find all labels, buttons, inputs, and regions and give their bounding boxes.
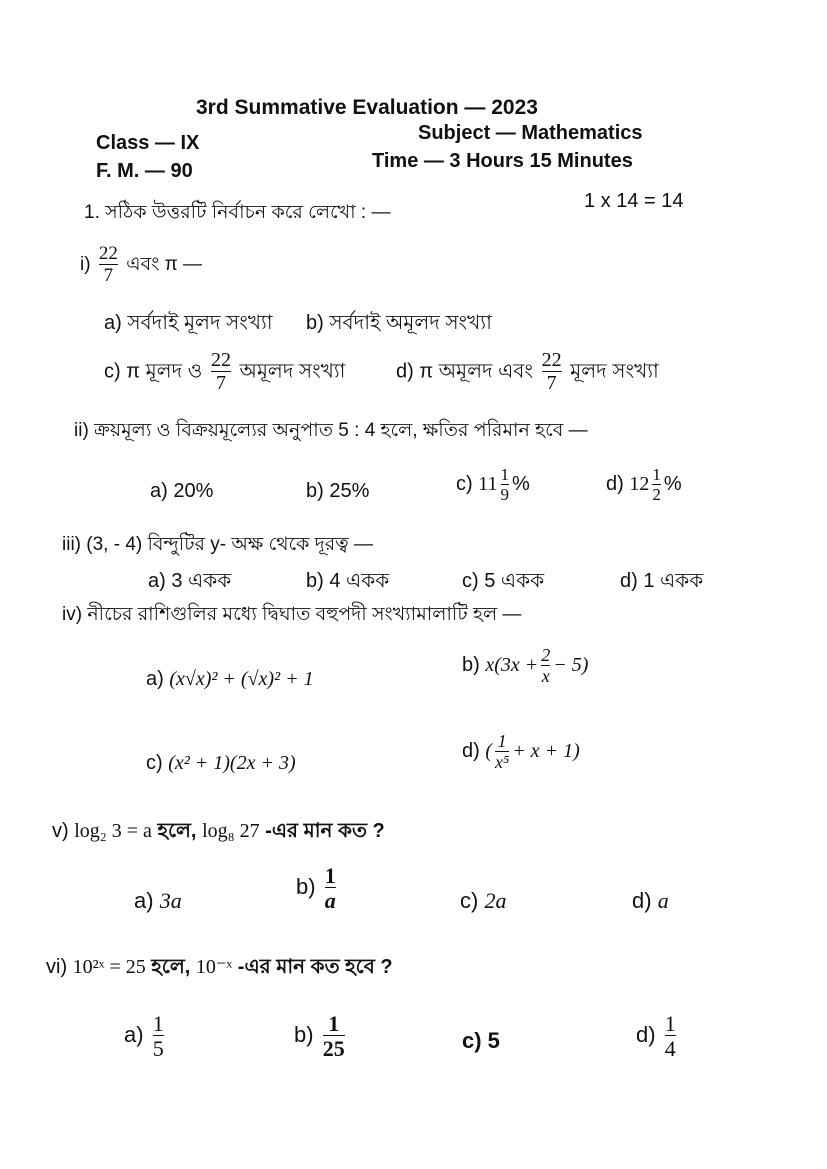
math-expression: 3a [159, 888, 182, 913]
q5-option-c [460, 888, 506, 914]
q2-option-b: b) 25% [306, 480, 370, 502]
math-expression: a [657, 888, 669, 913]
math-expression: 10⁻ˣ [195, 956, 233, 978]
percent-sign: % [663, 473, 682, 496]
class-label: Class — IX [96, 132, 200, 154]
fraction-denominator: 2 [652, 484, 661, 504]
question-text: -এর মান কত হবে ? [237, 956, 393, 978]
option-text: d) π অমূলদ এবং [396, 360, 534, 383]
option-text: অমূলদ সংখ্যা [239, 360, 346, 383]
q5-option-b [296, 864, 339, 912]
fraction-denominator: 7 [99, 264, 118, 286]
q5-option-a [134, 888, 182, 914]
subject-label: Subject — Mathematics [418, 122, 643, 144]
question-1 [80, 244, 202, 286]
option-label: d) [632, 888, 652, 913]
question-text: -এর মান কত ? [265, 820, 385, 842]
fraction-denominator: 5 [152, 1036, 164, 1062]
q4-option-d: d) ( $\frac{1}{\text{x⁵}}$ + x + 1) [462, 731, 580, 772]
question-number: v) [52, 820, 69, 842]
fraction-numerator: 1 [324, 863, 336, 888]
fraction-numerator: 22 [98, 243, 118, 264]
q4-option-c [146, 752, 296, 775]
fraction-numerator: 1 [500, 465, 509, 484]
math-expression: x(3x + [485, 654, 539, 677]
option-label: b) [294, 1021, 314, 1047]
q2-option-a: a) 20% [150, 480, 214, 502]
fraction-numerator: 22 [541, 349, 562, 371]
q4-option-a [146, 668, 314, 691]
fraction-1-25 [323, 1012, 345, 1060]
question-number: vi) [46, 956, 68, 978]
fraction-denominator: 4 [664, 1036, 676, 1062]
q6-option-d [636, 1012, 679, 1060]
q3-option-a: a) 3 একক [148, 570, 232, 592]
question-5 [52, 816, 385, 849]
q2-option-d [606, 466, 682, 504]
option-label: a) [146, 668, 164, 690]
fraction-denominator: 7 [542, 371, 562, 394]
question-2: ii) ক্রয়মূল্য ও বিক্রয়মূল্যের অনুপাত 5 : 4 হলে, ক্ষতির পরিমান হবে — [74, 420, 588, 441]
fraction-22-7 [99, 244, 118, 286]
fraction-numerator: 22 [210, 349, 231, 371]
fraction-22-7 [211, 350, 231, 394]
option-label: b) [296, 873, 316, 899]
q1-option-c [104, 350, 345, 394]
percent-sign: % [512, 473, 530, 496]
option-label: c) [146, 752, 163, 774]
option-label: c) [456, 473, 473, 496]
fraction-1-4 [665, 1012, 676, 1060]
question-text: এবং π — [126, 253, 202, 275]
question-6 [46, 952, 393, 985]
fraction-denominator: 9 [500, 484, 509, 504]
math-expression: log₂ 3 = a [74, 820, 152, 842]
math-expression: 2a [484, 888, 507, 913]
exam-title: 3rd Summative Evaluation — 2023 [196, 96, 538, 119]
fraction-22-7 [542, 350, 562, 394]
math-expression: + x + 1) [512, 740, 580, 763]
math-expression: log₈ 27 [202, 820, 260, 842]
section-marks: 1 x 14 = 14 [584, 190, 684, 212]
fraction-denominator: 7 [211, 371, 231, 394]
time-label: Time — 3 Hours 15 Minutes [372, 150, 633, 172]
option-label: a) [134, 888, 154, 913]
option-label: a) [124, 1021, 144, 1047]
fraction-numerator: 1 [152, 1011, 164, 1036]
fraction-numerator: 1 [497, 731, 507, 751]
question-text: হলে, [157, 820, 197, 842]
fraction-denominator: 25 [322, 1036, 345, 1062]
full-marks-label: F. M. — 90 [96, 160, 193, 182]
q6-option-a [124, 1012, 167, 1060]
fraction-1-2 [652, 466, 661, 504]
q3-option-c: c) 5 একক [462, 570, 545, 592]
q3-option-b: b) 4 একক [306, 570, 390, 592]
question-4: iv) নীচের রাশিগুলির মধ্যে দ্বিঘাত বহুপদী সংখ্যামালাটি হল — [62, 604, 522, 625]
question-text: হলে, [151, 956, 191, 978]
fraction-denominator: a [324, 888, 336, 914]
option-label: c) [460, 888, 479, 913]
fraction-numerator: 1 [652, 465, 661, 484]
option-text: মূলদ সংখ্যা [570, 360, 659, 383]
math-expression: (x√x)² + (√x)² + 1 [169, 668, 314, 690]
fraction-1-5 [153, 1012, 164, 1060]
fraction-denominator: x [541, 665, 550, 686]
fraction-1-x5 [495, 732, 509, 772]
section-instruction: 1. সঠিক উত্তরটি নির্বাচন করে লেখো : — [84, 202, 391, 223]
option-label: d) [606, 473, 624, 496]
question-3: iii) (3, - 4) বিন্দুটির y- অক্ষ থেকে দূরত্ব — [62, 534, 373, 555]
option-label: b) [462, 654, 480, 677]
math-expression: (x² + 1)(2x + 3) [168, 752, 296, 774]
q6-option-b [294, 1012, 348, 1060]
mixed-whole: 12 [629, 473, 650, 496]
q6-option-c: c) 5 [462, 1028, 500, 1053]
q2-option-c [456, 466, 530, 504]
math-expression: 10²ˣ = 25 [72, 956, 146, 978]
option-label: d) [636, 1021, 656, 1047]
fraction-1-a [325, 864, 336, 912]
option-text: c) π মূলদ ও [104, 360, 203, 383]
q4-option-b [462, 646, 588, 686]
mixed-whole: 11 [478, 473, 498, 496]
fraction-denominator: x⁵ [495, 751, 510, 772]
fraction-2-x [541, 646, 550, 686]
fraction-numerator: 2 [541, 645, 551, 665]
math-expression: − 5) [553, 654, 589, 677]
q1-option-b: b) সর্বদাই অমূলদ সংখ্যা [306, 312, 492, 334]
q1-option-d [396, 350, 659, 394]
q1-option-a: a) সর্বদাই মূলদ সংখ্যা [104, 312, 273, 334]
q3-option-d: d) 1 একক [620, 570, 704, 592]
option-label: d) [462, 740, 480, 763]
fraction-1-9 [501, 466, 510, 504]
fraction-numerator: 1 [664, 1011, 676, 1036]
fraction-numerator: 1 [328, 1011, 340, 1036]
question-number: i) [80, 253, 91, 275]
q5-option-d [632, 888, 669, 914]
